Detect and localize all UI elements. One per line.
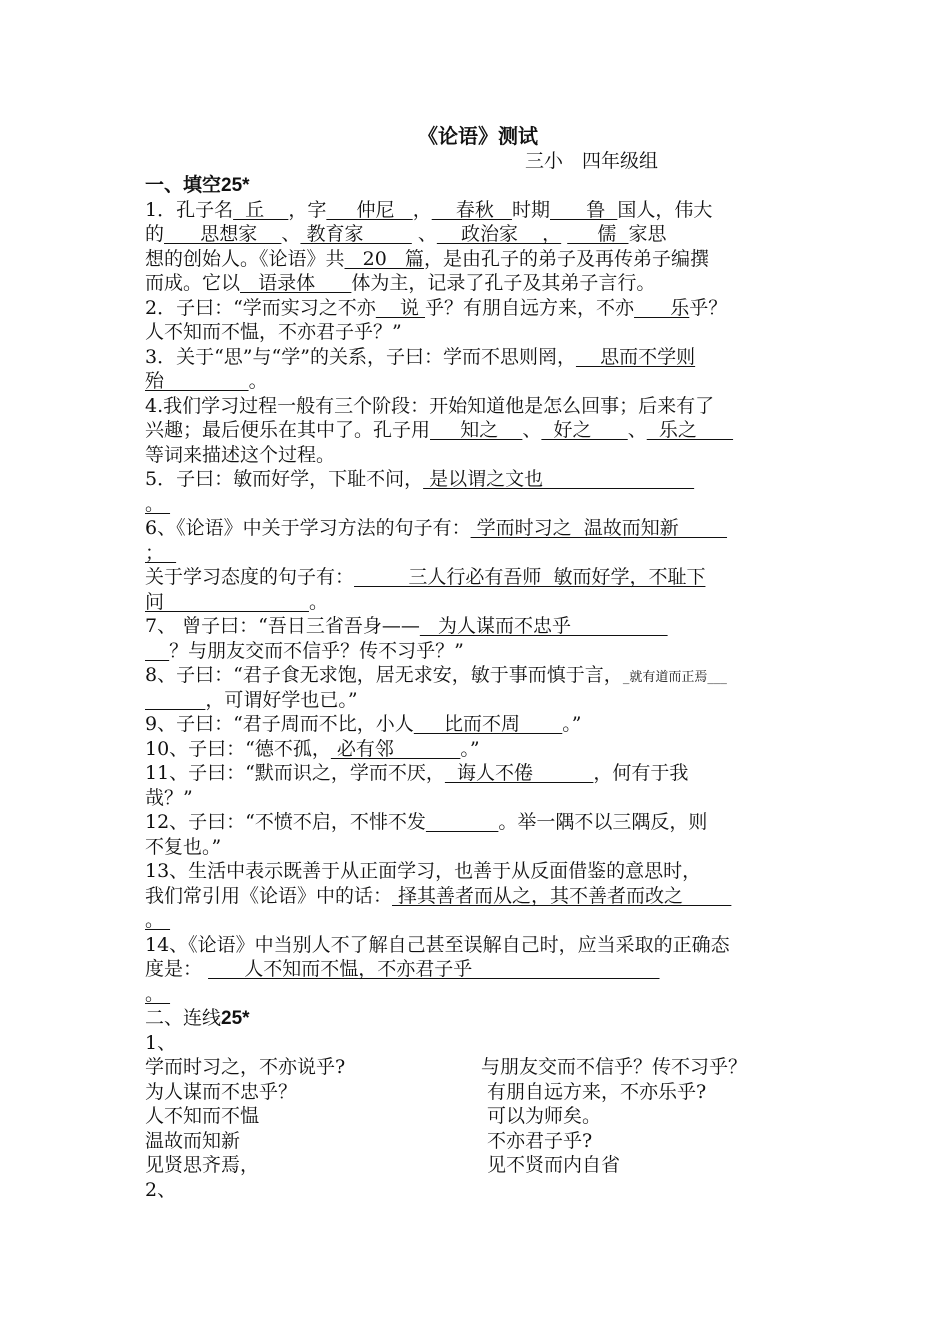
question-text: 4.我们学习过程一般有三个阶段：开始知道他是怎么回事；后来有了 xyxy=(145,394,715,417)
question-text: 而成。它以 xyxy=(145,272,241,294)
question-text: 兴趣；最后便乐在其中了。孔子用 xyxy=(145,419,431,441)
match-left-item: 学而时习之，不亦说乎? xyxy=(145,1056,346,1078)
text-line xyxy=(145,492,811,517)
question-text: 12、子曰：“不愤不启，不悱不发 xyxy=(145,811,426,833)
text-line xyxy=(145,786,811,811)
match-row xyxy=(145,1080,811,1105)
answer-blank: 诲人不倦 xyxy=(444,762,594,784)
text-line xyxy=(145,271,811,296)
answer-blank: 丘 xyxy=(233,198,289,221)
question-text: 。” xyxy=(460,737,480,760)
question-text: 国人，伟大 xyxy=(617,198,713,221)
text-line xyxy=(145,369,811,394)
text-line xyxy=(145,345,811,370)
question-text: 等词来描述这个过程。 xyxy=(145,443,336,466)
text-line xyxy=(145,443,811,468)
text-line xyxy=(145,296,811,321)
text-line xyxy=(145,859,811,884)
question-text: 5．子曰：敏而好学，下耻不问， xyxy=(145,468,424,490)
answer-blank: 殆 xyxy=(145,370,249,392)
question-text: ，可谓好学也已。” xyxy=(205,688,358,711)
text-line xyxy=(145,247,811,272)
section-score: 25* xyxy=(221,1008,250,1029)
text-line xyxy=(145,639,811,664)
answer-blank: ； xyxy=(145,541,177,564)
question-text: 不复也。” xyxy=(145,835,222,858)
match-row xyxy=(145,1129,811,1154)
question-text: 乎？有朋自远方来，不亦 xyxy=(425,296,635,319)
question-text: 想的创始人。《论语》共 xyxy=(145,247,345,270)
question-text: 、 xyxy=(627,419,647,441)
match-right-item: 见不贤而内自省 xyxy=(481,1154,621,1176)
answer-blank: 知之 xyxy=(430,419,523,441)
answer-blank xyxy=(426,811,498,833)
answer-blank: 三人行必有吾师 敏而好学，不耻下 xyxy=(354,566,706,588)
question-text: 、 xyxy=(281,223,301,245)
answer-blank: 人不知而不愠，不亦君子乎 xyxy=(208,958,660,980)
text-line xyxy=(145,222,811,247)
text-line xyxy=(145,835,811,860)
question-text: 11、子曰：“默而识之，学而不厌， xyxy=(145,762,445,784)
question-text: 1．孔子名 xyxy=(145,198,234,221)
text-line xyxy=(145,418,811,443)
answer-blank: 好之 xyxy=(541,419,628,441)
text-line xyxy=(145,908,811,933)
answer-blank: 乐之 xyxy=(646,419,734,441)
text-line xyxy=(145,982,811,1007)
matching-list xyxy=(145,1055,811,1178)
question-text: ？与朋友交而不信乎？传不习乎？” xyxy=(169,639,464,662)
question-text: 哉？” xyxy=(145,786,193,809)
answer-blank: 思想家 xyxy=(164,223,282,245)
answer-blank: 问 xyxy=(145,590,309,613)
answer-blank: 教育家 xyxy=(300,223,412,245)
match-right-item: 与朋友交而不信乎？传不习乎？ xyxy=(481,1056,748,1078)
answer-blank: 春秋 xyxy=(431,198,512,221)
answer-blank: 语录体 xyxy=(240,272,352,294)
question-text: ，字 xyxy=(288,198,327,221)
answer-blank: 学而时习之 温故而知新 xyxy=(470,517,728,539)
match-row xyxy=(145,1153,811,1178)
text-line xyxy=(145,590,811,615)
answer-blank: 。 xyxy=(145,909,171,931)
match-row xyxy=(145,1104,811,1129)
question-text: ， xyxy=(412,198,432,221)
answer-blank: 儒 xyxy=(567,223,629,245)
question-text: 家思 xyxy=(628,223,667,245)
answer-blank: 为人谋而不忠乎 xyxy=(419,615,668,637)
match-row xyxy=(145,1055,811,1080)
answer-blank: 。 xyxy=(145,982,171,1005)
match-left-item: 为人谋而不忠乎？ xyxy=(145,1080,298,1103)
match-right-item: 可以为师矣。 xyxy=(481,1105,602,1127)
question-text: 。 xyxy=(308,590,328,613)
answer-blank: 政治家 ， xyxy=(436,223,562,245)
answer-blank: 鲁 xyxy=(550,198,618,221)
text-line xyxy=(145,516,811,541)
document-body xyxy=(145,124,811,1202)
text-line xyxy=(145,198,811,223)
question-text: 的 xyxy=(145,223,165,245)
answer-blank: 说 xyxy=(375,296,426,319)
text-line xyxy=(145,614,811,639)
answer-blank: 必有邻 xyxy=(330,737,461,760)
question-text: ，何有于我 xyxy=(593,762,689,784)
fill-blank-questions xyxy=(145,198,811,1007)
question-text: 9、子曰：“君子周而不比，小人 xyxy=(145,713,414,735)
text-line xyxy=(145,810,811,835)
question-text: 8、子曰：“君子食无求饱，居无求安，敏于事而慎于言， xyxy=(145,664,623,686)
question-text: 。” xyxy=(562,713,582,735)
text-line xyxy=(145,541,811,566)
question-text: 13、生活中表示既善于从正面学习，也善于从反面借鉴的意思时， xyxy=(145,860,702,882)
question-text: 关于学习态度的句子有： xyxy=(145,566,355,588)
text-line xyxy=(145,663,811,688)
answer-blank-small: _就有道而正焉___ xyxy=(622,670,727,685)
answer-blank: 仲尼 xyxy=(326,198,413,221)
answer-blank: 思而不学则 xyxy=(575,345,696,368)
answer-blank: 乐 xyxy=(634,296,690,319)
question-text: 时期 xyxy=(511,198,550,221)
question-text: 。 xyxy=(248,370,268,392)
text-line xyxy=(145,394,811,419)
match-right-item: 有朋自远方来，不亦乐乎? xyxy=(481,1080,707,1103)
answer-blank: 比而不周 xyxy=(413,713,563,735)
text-line xyxy=(145,957,811,982)
match-left-item: 见贤思齐焉， xyxy=(145,1154,260,1176)
question-text: 我们常引用《论语》中的话： xyxy=(145,884,393,907)
section-heading-matching xyxy=(145,1006,811,1031)
answer-blank xyxy=(145,640,169,662)
answer-blank: 20 篇 xyxy=(344,247,424,270)
text-line xyxy=(145,320,811,345)
question-text: 人不知而不愠，不亦君子乎？” xyxy=(145,321,402,343)
match-group-label: 2、 xyxy=(145,1178,177,1201)
question-text: 乎？ xyxy=(689,296,728,319)
text-line xyxy=(145,688,811,713)
question-text: 。举一隅不以三隅反，则 xyxy=(498,811,708,833)
answer-blank xyxy=(145,689,205,711)
question-text: 、 xyxy=(522,419,542,441)
text-line xyxy=(145,884,811,909)
question-text: 度是： xyxy=(145,958,209,980)
question-text: ，是由孔子的弟子及再传弟子编撰 xyxy=(423,247,709,270)
text-line xyxy=(145,761,811,786)
question-text: 7、 曾子曰：“吾日三省吾身—— xyxy=(145,615,420,637)
question-text: 体为主，记录了孔子及其弟子言行。 xyxy=(351,272,656,294)
text-line xyxy=(145,467,811,492)
question-text: 2．子曰：“学而实习之不亦 xyxy=(145,296,376,319)
question-text: 6、《论语》中关于学习方法的句子有： xyxy=(145,517,471,539)
section-title: 一、填空 xyxy=(145,174,222,196)
answer-blank: 是以谓之文也 xyxy=(423,468,695,490)
section-score: 25* xyxy=(221,175,250,196)
match-right-item: 不亦君子乎? xyxy=(481,1129,593,1152)
text-line xyxy=(145,737,811,762)
text-line xyxy=(145,565,811,590)
section-title: 二、连线 xyxy=(145,1007,222,1029)
answer-blank: 。 xyxy=(145,492,171,515)
question-text: 、 xyxy=(411,223,437,245)
question-text: 10、子曰：“德不孤， xyxy=(145,737,331,760)
page-title: 《论语》测试 xyxy=(418,124,538,148)
text-line xyxy=(145,712,811,737)
match-group-label: 1、 xyxy=(145,1031,177,1054)
match-left-item: 人不知而不愠 xyxy=(145,1105,260,1127)
question-text: 3．关于“思”与“学”的关系，子曰：学而不思则罔， xyxy=(145,345,576,368)
question-text: 14、《论语》中当别人不了解自己甚至误解自己时，应当采取的正确态 xyxy=(145,933,730,956)
text-line xyxy=(145,933,811,958)
page-subtitle: 三小 四年级组 xyxy=(525,149,659,172)
answer-blank: 择其善者而从之，其不善者而改之 xyxy=(392,884,732,907)
match-left-item: 温故而知新 xyxy=(145,1129,241,1152)
section-heading-fill-blank xyxy=(145,173,811,198)
